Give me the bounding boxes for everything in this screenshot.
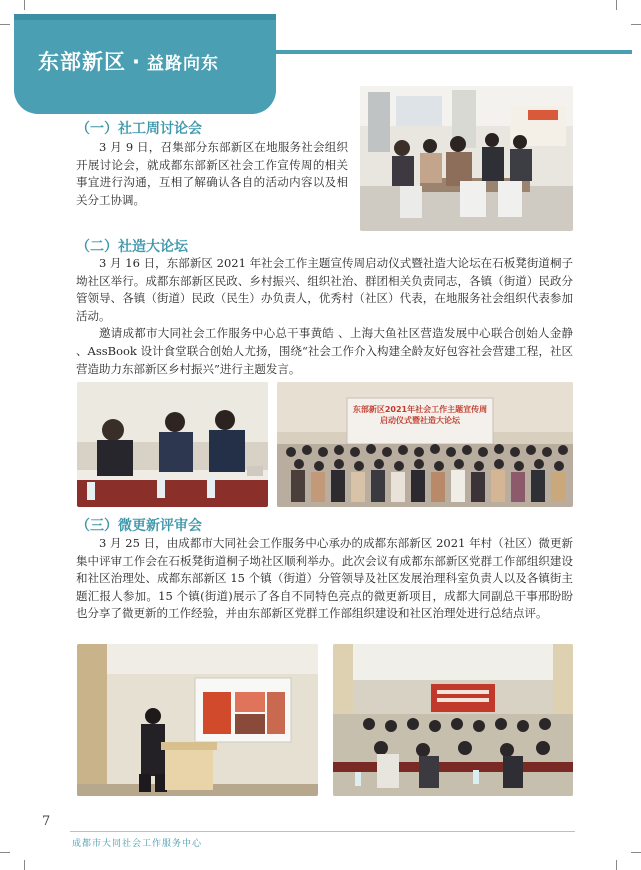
section-1-paragraph: 3 月 9 日，召集部分东部新区在地服务社会组织开展讨论会，就成都东部新区社会工作宣传周的相关事宜进行沟通，互相了解确认各自的活动内容以及相关分工协调。	[76, 140, 348, 207]
page-header	[38, 46, 219, 76]
section-2-paragraph-2: 邀请成都市大同社会工作服务中心总干事黄皓 、上海大鱼社区营造发展中心联合创始人金静 、AssBook 设计食堂联合创始人尤扬，围绕“社会工作介入构建全龄友好包容社会营建工程，社区营造助力东部新区乡村振兴”进行主题发言。	[76, 326, 573, 376]
crop-mark	[24, 0, 25, 10]
crop-mark	[616, 0, 617, 10]
header-title: 东部新区	[38, 50, 126, 74]
section-1-body	[76, 139, 348, 209]
photo-presentation	[77, 644, 318, 796]
crop-mark	[616, 860, 617, 870]
section-3-title: （三）微更新评审会	[76, 518, 202, 534]
section-1-title: （一）社工周讨论会	[76, 121, 202, 137]
forum-banner	[347, 404, 493, 426]
crop-mark	[0, 852, 10, 853]
header-subtitle: 益路向东	[146, 54, 219, 74]
forum-banner-line-1: 东部新区2021年社会工作主题宣传周	[352, 405, 488, 414]
section-3-paragraph: 3 月 25 日，由成都市大同社会工作服务中心承办的成都东部新区 2021 年村（社区）微更新集中评审工作会在石板凳街道桐子坳社区顺利举办。此次会议有成都东部新区党群工作部组织建设和社区治理处、成都东部新区 15 个镇（街道）分管领导及社区发展治理科室负责人以及各镇街主题汇报人参加。15 个镇(街道)展示了各自不同特色亮点的微更新项目，成都大同副总干事邢盼盼也分享了微更新的工作经验，并由东部新区党群工作部组织建设和社区治理处进行总结点评。	[76, 536, 573, 621]
section-3-body	[76, 535, 573, 623]
photo-discussion-meeting	[360, 86, 573, 231]
photo-forum-speakers	[77, 382, 268, 507]
crop-mark	[631, 852, 641, 853]
crop-mark	[631, 24, 641, 25]
header-rule	[276, 50, 632, 54]
page-number: 7	[42, 814, 51, 829]
photo-review-meeting	[333, 644, 573, 796]
footer-organization: 成都市大同社会工作服务中心	[72, 839, 203, 849]
forum-banner-line-2: 启动仪式暨社造大论坛	[380, 416, 460, 425]
photo-forum-group	[277, 382, 573, 507]
crop-mark	[24, 860, 25, 870]
footer-rule	[70, 831, 575, 832]
crop-mark	[0, 24, 10, 25]
section-2-paragraph-1: 3 月 16 日，东部新区 2021 年社会工作主题宣传周启动仪式暨社造大论坛在石板凳街道桐子坳社区举行。成都东部新区民政、乡村振兴、组织社治、群团相关负责同志，各镇（街道）民政分管领导、各镇（街道）民政（民生）办负责人，优秀村（社区）代表，在地服务社会组织代表参加活动。	[76, 256, 573, 323]
section-2-body	[76, 255, 573, 378]
header-dot: ·	[132, 50, 141, 74]
section-2-title: （二）社造大论坛	[76, 239, 188, 255]
